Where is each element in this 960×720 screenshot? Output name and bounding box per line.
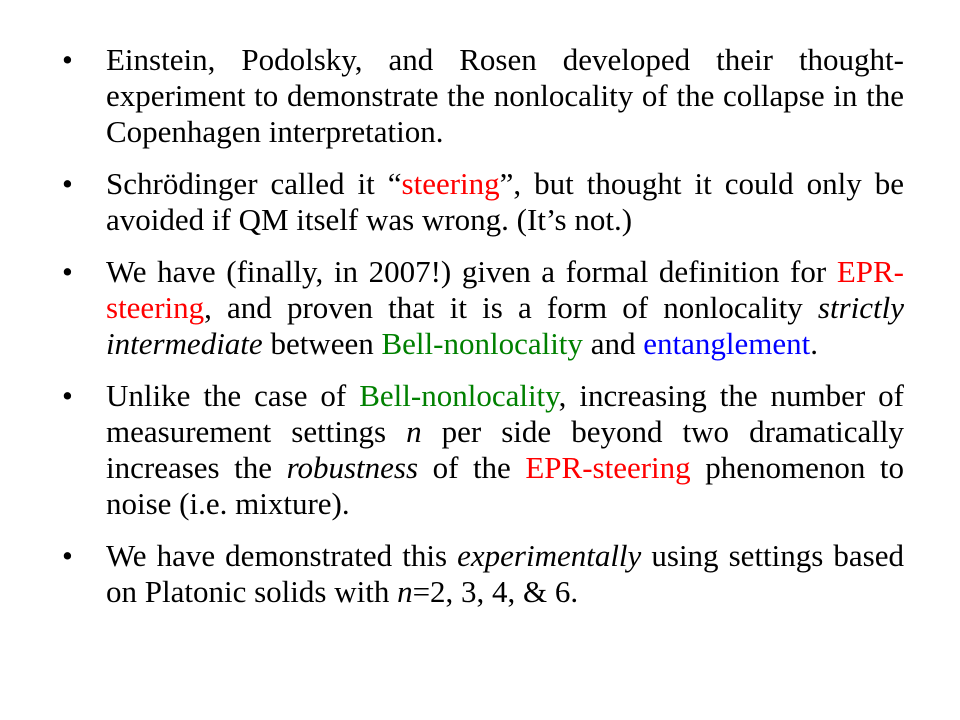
emphasized-text: experimentally xyxy=(457,538,642,573)
bullet-list xyxy=(58,42,904,626)
text-segment: ”, but thought it could only be avoided if QM itself was wrong. (It’s not.) xyxy=(106,166,904,237)
emphasized-text: n xyxy=(406,414,422,449)
text-segment: We have demonstrated this xyxy=(106,538,458,573)
highlighted-term: EPR-steering xyxy=(525,450,691,485)
bullet-text xyxy=(106,254,904,361)
bullet-dot: • xyxy=(62,166,73,201)
bullet-item xyxy=(58,538,904,610)
bullet-text xyxy=(106,538,904,609)
bullet-text xyxy=(106,166,904,237)
bullet-item xyxy=(58,166,904,238)
text-segment: , and proven that it is a form of nonlocality xyxy=(204,290,818,325)
text-segment: =2, 3, 4, & 6. xyxy=(412,574,579,609)
highlighted-term: Bell-nonlocality xyxy=(359,378,559,413)
text-segment: per side beyond two dramatically increases the xyxy=(106,414,904,485)
text-segment: using settings based on Platonic solids with xyxy=(106,538,904,609)
bullet-item xyxy=(58,378,904,522)
emphasized-text: robustness xyxy=(286,450,419,485)
highlighted-term: entanglement xyxy=(643,326,811,361)
bullet-item xyxy=(58,42,904,150)
bullet-item xyxy=(58,254,904,362)
highlighted-term: steering xyxy=(401,166,500,201)
text-segment: phenomenon to noise (i.e. mixture). xyxy=(106,450,904,521)
highlighted-term: Bell-nonlocality xyxy=(381,326,583,361)
bullet-dot: • xyxy=(62,538,73,573)
text-segment: between xyxy=(262,326,382,361)
text-segment: , increasing the number of measurement settings xyxy=(106,378,904,449)
bullet-dot: • xyxy=(62,42,73,77)
bullet-text xyxy=(106,378,904,521)
highlighted-term: EPR-steering xyxy=(106,254,904,325)
emphasized-text: strictly intermediate xyxy=(106,290,904,361)
text-segment: We have (finally, in 2007!) given a formal definition for xyxy=(106,254,837,289)
text-segment: Schrödinger called it “ xyxy=(106,166,402,201)
bullet-dot: • xyxy=(62,254,73,289)
text-segment: Einstein, Podolsky, and Rosen developed their thought-experiment to demonstrate the nonlocality of the collapse in the Copenhagen interpretation. xyxy=(106,42,904,149)
bullet-text xyxy=(106,42,904,149)
text-segment: . xyxy=(810,326,818,361)
text-segment: and xyxy=(582,326,644,361)
bullet-dot: • xyxy=(62,378,73,413)
text-segment: of the xyxy=(418,450,526,485)
emphasized-text: n xyxy=(397,574,413,609)
text-segment: Unlike the case of xyxy=(106,378,360,413)
